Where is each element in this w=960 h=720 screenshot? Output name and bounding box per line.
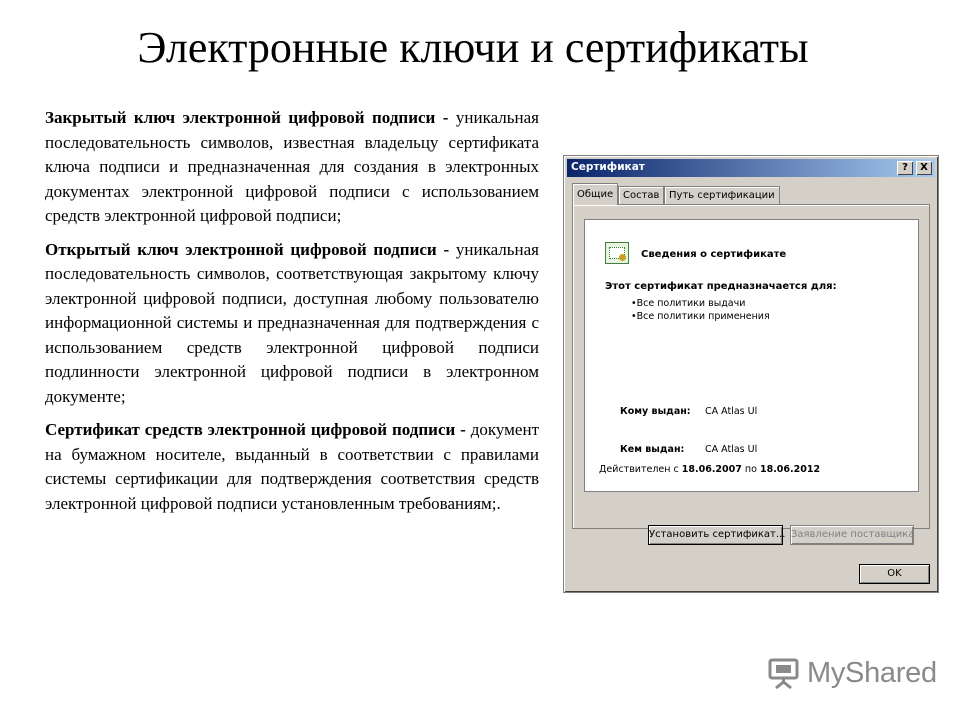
install-certificate-button[interactable]: Установить сертификат... bbox=[648, 525, 783, 545]
definition-public-key bbox=[45, 238, 539, 410]
dialog-titlebar[interactable] bbox=[567, 159, 935, 177]
term-public-key: Открытый ключ электронной цифровой подписи - bbox=[45, 239, 450, 259]
ok-button[interactable]: OK bbox=[859, 564, 930, 584]
certificate-info-box bbox=[584, 219, 919, 492]
term-certificate: Сертификат средств электронной цифровой подписи - bbox=[45, 420, 466, 439]
certificate-icon bbox=[605, 242, 629, 264]
logo-text: MyShared bbox=[807, 657, 937, 689]
valid-to-label: по bbox=[744, 464, 757, 475]
definition-public-key-text: уникальная последовательность символов, соответствующая закрытому ключу электронной цифровой подписи, доступная любому пользователю информационной системы и предназначенная для подтверждения с использованием средств электронной цифровой подписи подлинности электронной цифровой подписи в электронном документе; bbox=[45, 239, 539, 406]
tab-certification-path[interactable]: Путь сертификации bbox=[664, 186, 780, 204]
general-tab-panel bbox=[572, 204, 930, 529]
definitions-text bbox=[45, 106, 539, 525]
issuer-statement-button[interactable]: Заявление поставщика bbox=[790, 525, 914, 545]
divider bbox=[605, 273, 908, 274]
dialog-title: Сертификат bbox=[571, 161, 645, 173]
help-button[interactable]: ? bbox=[897, 161, 913, 175]
issued-to-value: CA Atlas Ul bbox=[705, 406, 758, 417]
certificate-dialog bbox=[563, 155, 939, 593]
info-title: Сведения о сертификате bbox=[641, 249, 787, 260]
slide-title: Электронные ключи и сертификаты bbox=[137, 23, 809, 72]
issued-to-label: Кому выдан: bbox=[620, 406, 691, 417]
close-button[interactable]: X bbox=[916, 161, 932, 175]
tab-details[interactable]: Состав bbox=[618, 186, 664, 204]
valid-from-date: 18.06.2007 bbox=[681, 464, 742, 475]
issued-by-value: CA Atlas Ul bbox=[705, 444, 758, 455]
purpose-item: •Все политики применения bbox=[631, 311, 770, 322]
validity-period bbox=[599, 464, 820, 475]
watermark-logo bbox=[767, 655, 937, 695]
issued-by-label: Кем выдан: bbox=[620, 444, 685, 455]
valid-to-date: 18.06.2012 bbox=[759, 464, 821, 475]
purpose-title: Этот сертификат предназначается для: bbox=[605, 281, 837, 292]
definition-certificate bbox=[45, 418, 539, 516]
purpose-item: •Все политики выдачи bbox=[631, 298, 746, 309]
valid-from-label: Действителен с bbox=[599, 464, 679, 475]
term-private-key: Закрытый ключ электронной цифровой подписи - bbox=[45, 108, 449, 127]
presentation-board-icon bbox=[767, 658, 800, 690]
definition-private-key bbox=[45, 106, 539, 229]
definition-certificate-text: документ на бумажном носителе, выданный в соответствии с правилами системы сертификации для подтверждения соответствия средств электронной цифровой подписи установленным требованиям;. bbox=[45, 420, 539, 513]
definition-private-key-text: уникальная последовательность символов, известная владельцу сертификата ключа подписи и предназначенная для создания в электронных документах электронной цифровой подписи с использованием средств электронной цифровой подписи; bbox=[45, 108, 540, 225]
tab-general[interactable]: Общие bbox=[572, 183, 618, 205]
divider bbox=[605, 392, 908, 393]
